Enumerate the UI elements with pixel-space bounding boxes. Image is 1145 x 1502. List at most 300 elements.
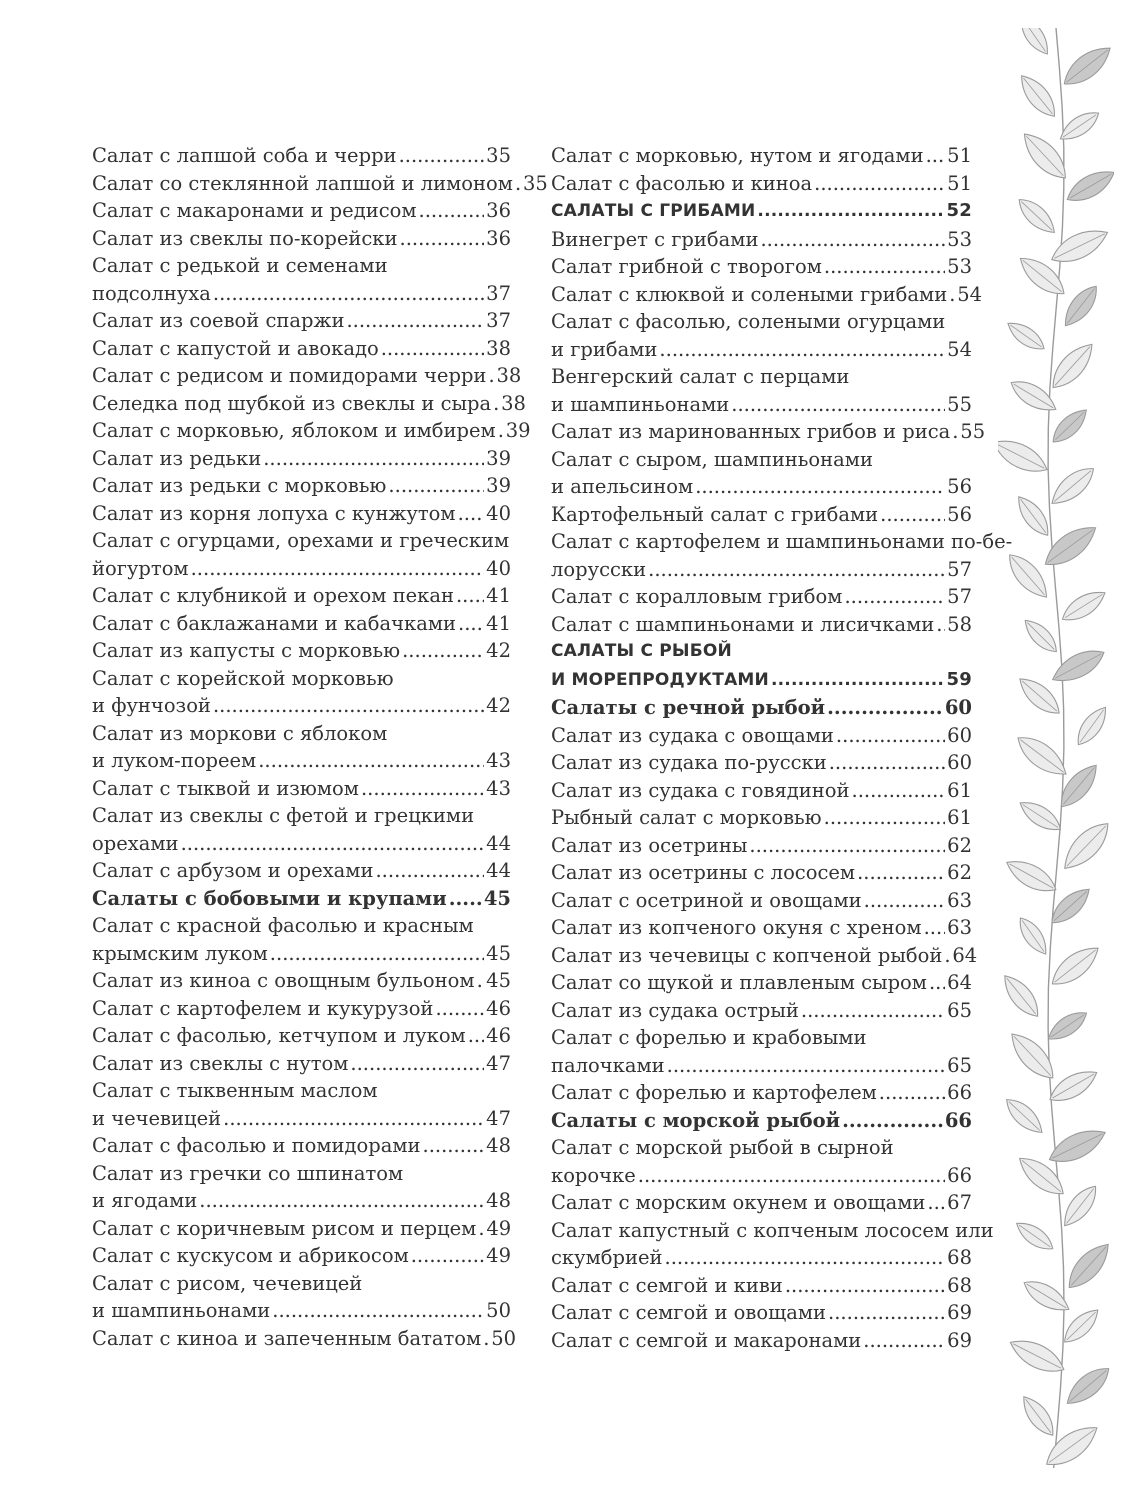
toc-page-number: 35 (522, 171, 548, 195)
toc-page-number: 69 (947, 1301, 972, 1324)
toc-page-number: 60 (944, 696, 972, 719)
toc-entry (92, 307, 511, 335)
toc-page-number: 35 (486, 144, 511, 167)
toc-line (92, 857, 511, 885)
toc-line (551, 1299, 972, 1327)
toc-line (92, 610, 511, 638)
toc-line (92, 1050, 511, 1078)
toc-line (551, 1217, 994, 1245)
dot-leader (665, 1244, 946, 1272)
toc-entry-title: Винегрет с грибами (551, 227, 759, 251)
toc-entry (92, 967, 511, 995)
toc-line (551, 1162, 972, 1190)
dot-leader (477, 967, 485, 995)
toc-line (551, 859, 972, 887)
dot-leader (827, 694, 943, 722)
toc-page-number: 63 (947, 888, 972, 912)
toc-entry-title: Салат с морским окунем и овощами (551, 1191, 926, 1214)
toc-entry-title: Салат из корня лопуха с кунжутом (92, 501, 456, 525)
toc-entry-title: Салат со стеклянной лапшой и лимоном (92, 171, 513, 195)
toc-entry-title: Салат из свеклы с фетой и грецкими (92, 804, 475, 827)
toc-entry (92, 665, 511, 720)
toc-entry (551, 1299, 972, 1327)
toc-page-number: 36 (486, 199, 511, 222)
leaf-vine-icon (998, 28, 1114, 1478)
toc-line (92, 1187, 511, 1215)
toc-page-number: 62 (947, 861, 972, 884)
toc-line (92, 472, 511, 500)
toc-page-number: 67 (947, 1191, 972, 1214)
dot-leader (258, 747, 484, 775)
toc-page-number: 57 (947, 585, 972, 608)
toc-page-number: 41 (486, 584, 511, 607)
dot-leader (863, 1327, 945, 1355)
dot-leader (272, 1297, 484, 1325)
toc-line (551, 281, 983, 309)
toc-page-number: 58 (947, 612, 972, 636)
toc-page-number: 49 (486, 1216, 512, 1240)
toc-entry-title: Салат из судака острый (551, 998, 799, 1022)
toc-entry-title: Салат с морковью, яблоком и имбирем (92, 419, 496, 442)
dot-leader (181, 830, 485, 858)
dot-leader (458, 610, 484, 638)
toc-entry (551, 308, 972, 363)
toc-line (92, 912, 511, 940)
toc-entry-title: Салат с шампиньонами и лисичками (551, 612, 935, 636)
toc-entry (551, 501, 972, 529)
toc-line (551, 1107, 972, 1135)
toc-line (551, 528, 1013, 556)
toc-line (551, 804, 972, 832)
toc-line (551, 501, 972, 529)
toc-page-number: 41 (486, 611, 511, 635)
toc-page-number: 65 (947, 998, 972, 1022)
toc-line (551, 170, 972, 198)
dot-leader (926, 142, 946, 170)
toc-entry (551, 363, 972, 418)
toc-line (92, 582, 511, 610)
toc-page-number: 56 (947, 475, 972, 498)
toc-line (551, 969, 972, 997)
dot-leader (879, 1079, 945, 1107)
toc-line (92, 940, 511, 968)
toc-line (92, 500, 511, 528)
toc-entry (92, 637, 511, 665)
toc-entry (92, 582, 511, 610)
toc-left-column (92, 142, 548, 1352)
dot-leader (498, 417, 504, 445)
toc-entry-title: Салат с красной фасолью и красным (92, 914, 474, 937)
toc-entry-title: И МОРЕПРОДУКТАМИ (551, 669, 769, 690)
toc-entry (551, 528, 1013, 583)
toc-entry (551, 1272, 972, 1300)
toc-entry-title: Салат из моркови с яблоком (92, 721, 388, 745)
toc-entry (551, 997, 972, 1025)
toc-line (92, 1132, 511, 1160)
toc-line (551, 1052, 972, 1080)
dot-leader (864, 887, 946, 915)
toc-page-number: 40 (486, 501, 511, 525)
toc-page-number: 46 (486, 996, 511, 1020)
toc-entry-title: Селедка под шубкой из свеклы и сыра (92, 391, 492, 415)
toc-entry-title: корочке (551, 1163, 636, 1187)
dot-leader (270, 940, 484, 968)
toc-entry-title: подсолнуха (92, 281, 211, 305)
dot-leader (757, 198, 944, 226)
dot-leader (199, 1187, 484, 1215)
toc-line (551, 1327, 972, 1355)
toc-page-number: 43 (486, 776, 511, 800)
toc-entry-title: Салат из копченого окуня с хреном (551, 916, 922, 939)
toc-line (92, 390, 526, 418)
dot-leader (667, 1052, 946, 1080)
dot-leader (801, 997, 945, 1025)
toc-entry-title: Салат с огурцами, орехами и греческим (92, 529, 510, 552)
toc-page-number: 59 (946, 668, 972, 690)
dot-leader (927, 1189, 945, 1217)
toc-entry-title: и шампиньонами (92, 1299, 271, 1322)
dot-leader (361, 775, 484, 803)
toc-line (92, 555, 511, 583)
toc-line (92, 527, 511, 555)
toc-page-number: 38 (501, 391, 526, 415)
toc-entry (551, 583, 972, 611)
dot-leader (824, 253, 945, 281)
toc-entry-title: Салат из судака по-русски (551, 751, 827, 774)
toc-entry-title: Салат со щукой и плавленым сыром (551, 971, 927, 994)
toc-page-number: 66 (947, 1163, 972, 1187)
toc-entry (92, 1132, 511, 1160)
toc-entry (92, 610, 511, 638)
toc-line (551, 583, 972, 611)
toc-page-number: 45 (486, 969, 511, 992)
toc-page-number: 48 (486, 1134, 511, 1157)
toc-entry-title: йогуртом (92, 556, 189, 580)
toc-entry (551, 253, 972, 281)
toc-page-number: 39 (505, 419, 531, 442)
toc-entry-title: Салат с рисом, чечевицей (92, 1271, 363, 1295)
toc-entry-title: Салат из редьки (92, 446, 262, 470)
toc-page-number: 50 (491, 1326, 517, 1350)
dot-leader (771, 667, 945, 695)
toc-entry-title: Салат из судака с овощами (551, 723, 834, 747)
dot-leader (844, 583, 945, 611)
dot-leader (749, 832, 945, 860)
dot-leader (695, 473, 945, 501)
toc-entry (551, 859, 972, 887)
toc-line (551, 226, 972, 254)
toc-page-number: 62 (947, 833, 972, 857)
dot-leader (388, 472, 484, 500)
toc-entry (92, 335, 511, 363)
toc-page-number: 68 (947, 1246, 972, 1269)
toc-line (92, 445, 511, 473)
toc-line (551, 473, 972, 501)
toc-page-number: 64 (952, 943, 978, 967)
toc-entry-title: Салат из чечевицы с копченой рыбой (551, 943, 943, 967)
toc-entry (92, 1050, 511, 1078)
toc-entry-title: Салат с коралловым грибом (551, 585, 843, 608)
toc-page-number: 42 (486, 694, 511, 717)
toc-page-number: 63 (947, 916, 972, 939)
toc-entry-title: и луком-пореем (92, 749, 257, 772)
toc-page-number: 69 (947, 1328, 972, 1352)
toc-line (92, 637, 511, 665)
toc-entry-title: и ягодами (92, 1189, 198, 1212)
toc-page-number: 54 (947, 337, 972, 361)
toc-entry-title: Салат с фасолью, кетчупом и луком (92, 1024, 466, 1047)
dot-leader (936, 611, 945, 639)
dot-leader (828, 1299, 945, 1327)
toc-entry-title: Салат с семгой и овощами (551, 1301, 827, 1324)
toc-entry-title: Салат с арбузом и орехами (92, 859, 374, 882)
toc-line (92, 1077, 511, 1105)
toc-line (551, 197, 972, 226)
dot-leader (456, 582, 484, 610)
toc-entry (92, 1325, 517, 1353)
toc-entry (92, 1077, 511, 1132)
toc-entry (92, 995, 511, 1023)
toc-entry-title: Салат из гречки со шпинатом (92, 1161, 404, 1185)
toc-entry (92, 857, 511, 885)
toc-subsection-heading (92, 885, 511, 913)
dot-leader (638, 1162, 945, 1190)
dot-leader (411, 1242, 484, 1270)
toc-line (551, 611, 972, 639)
toc-entry-title: Салат с семгой и макаронами (551, 1328, 862, 1352)
toc-line (551, 887, 972, 915)
dot-leader (449, 885, 482, 913)
toc-line (92, 252, 511, 280)
toc-entry-title: Салат с форелью и картофелем (551, 1081, 877, 1104)
dot-leader (949, 281, 955, 309)
toc-line (551, 142, 972, 170)
toc-page-number: 44 (486, 859, 511, 882)
toc-page-number: 47 (486, 1106, 511, 1130)
toc-line (92, 885, 511, 913)
toc-line (551, 1272, 972, 1300)
toc-entry-title: и шампиньонами (551, 392, 730, 416)
toc-line (551, 253, 972, 281)
toc-entry (92, 1215, 511, 1243)
toc-entry (92, 802, 511, 857)
toc-page-number: 38 (496, 364, 522, 387)
dot-leader (468, 1022, 484, 1050)
toc-entry-title: крымским луком (92, 941, 268, 965)
toc-entry (551, 1024, 972, 1079)
toc-subsection-heading (551, 1107, 972, 1135)
toc-entry-title: Салат с фасолью и помидорами (92, 1134, 421, 1157)
toc-entry (92, 197, 511, 225)
toc-entry-title: САЛАТЫ С РЫБОЙ (551, 641, 732, 661)
toc-entry (551, 887, 972, 915)
toc-line (551, 418, 986, 446)
toc-entry (92, 445, 511, 473)
toc-entry (551, 611, 972, 639)
toc-entry-title: Салат с клубникой и орехом пекан (92, 584, 454, 607)
dot-leader (493, 390, 499, 418)
toc-page-number: 65 (947, 1053, 972, 1077)
toc-line (551, 942, 978, 970)
dot-leader (191, 555, 485, 583)
toc-entry-title: Салат из редьки с морковью (92, 474, 387, 497)
toc-line (551, 556, 972, 584)
dot-leader (488, 362, 494, 390)
toc-entry-title: Салаты с речной рыбой (551, 696, 826, 719)
dot-leader (213, 280, 484, 308)
toc-entry (551, 1134, 972, 1189)
toc-line (92, 1242, 511, 1270)
toc-entry-title: Салат с киноа и запеченным бататом (92, 1326, 482, 1350)
toc-line (92, 747, 511, 775)
toc-page-number: 45 (483, 886, 511, 910)
toc-section-heading (551, 638, 972, 694)
toc-line (551, 336, 972, 364)
toc-line (92, 225, 511, 253)
toc-entry-title: Салат с тыквой и изюмом (92, 776, 359, 800)
toc-line (92, 775, 511, 803)
toc-page-number: 60 (947, 751, 972, 774)
toc-entry-title: палочками (551, 1053, 665, 1077)
toc-entry-title: Салат с тыквенным маслом (92, 1079, 378, 1102)
dot-leader (478, 1215, 484, 1243)
dot-leader (836, 722, 945, 750)
toc-subsection-heading (551, 694, 972, 722)
toc-entry-title: Салат из соевой спаржи (92, 309, 345, 332)
toc-line (551, 1244, 972, 1272)
toc-entry-title: Салат с осетриной и овощами (551, 888, 862, 912)
dot-leader (515, 170, 521, 198)
dot-leader (458, 500, 485, 528)
toc-entry (92, 720, 511, 775)
toc-line (92, 995, 511, 1023)
toc-entry-title: Салаты с бобовыми и крупами (92, 886, 447, 910)
toc-line (551, 722, 972, 750)
toc-entry (551, 942, 978, 970)
toc-line (551, 749, 972, 777)
dot-leader (350, 1050, 484, 1078)
toc-entry (551, 170, 972, 198)
dot-leader (829, 749, 945, 777)
toc-entry (92, 225, 511, 253)
toc-section-heading (551, 197, 972, 226)
toc-entry (551, 1079, 972, 1107)
toc-page-number: 54 (957, 282, 983, 306)
toc-line (92, 665, 511, 693)
toc-line (551, 997, 972, 1025)
toc-entry-title: и фунчозой (92, 694, 211, 717)
toc-line (551, 1134, 972, 1162)
toc-entry-title: Салат из маринованных грибов и риса (551, 420, 951, 443)
toc-entry (551, 1327, 972, 1355)
toc-entry-title: скумбрией (551, 1246, 663, 1269)
dot-leader (381, 335, 484, 363)
toc-page-number: 53 (947, 255, 972, 278)
toc-page-number: 55 (947, 392, 972, 416)
toc-page-number: 66 (947, 1081, 972, 1104)
toc-line (92, 830, 511, 858)
toc-entry (551, 418, 986, 446)
toc-line (551, 638, 972, 666)
dot-leader (857, 859, 945, 887)
toc-entry (551, 142, 972, 170)
toc-page-number: 42 (486, 639, 511, 662)
dot-leader (213, 692, 484, 720)
dot-leader (731, 391, 945, 419)
toc-entry (92, 390, 526, 418)
toc-line (92, 692, 511, 720)
toc-line (551, 777, 972, 805)
dot-leader (399, 142, 485, 170)
toc-entry-title: Салат с кускусом и абрикосом (92, 1244, 409, 1267)
toc-entry-title: и грибами (551, 337, 658, 361)
toc-line (551, 666, 972, 695)
toc-entry-title: Салат из осетрины с лососем (551, 861, 856, 884)
toc-line (92, 967, 511, 995)
toc-page-number: 40 (486, 556, 511, 580)
dot-leader (346, 307, 484, 335)
toc-entry (551, 832, 972, 860)
toc-page-number: 43 (486, 749, 511, 772)
toc-page-number: 39 (486, 446, 511, 470)
dot-leader (944, 942, 950, 970)
toc-page-number: 66 (944, 1108, 972, 1132)
toc-line (92, 280, 511, 308)
toc-entry-title: Салат с картофелем и шампиньонами по-бе- (551, 530, 1013, 553)
toc-line (551, 308, 972, 336)
dot-leader (842, 1107, 943, 1135)
toc-line (92, 142, 511, 170)
toc-entry (92, 527, 511, 582)
toc-page-number: 47 (486, 1051, 511, 1075)
toc-entry (92, 1270, 511, 1325)
toc-line (92, 362, 522, 390)
dot-leader (223, 1105, 484, 1133)
toc-page-number: 57 (947, 557, 972, 581)
dot-leader (648, 556, 945, 584)
toc-entry (92, 170, 548, 198)
toc-page-number: 50 (486, 1299, 511, 1322)
toc-entry (551, 722, 972, 750)
toc-page-number: 60 (947, 723, 972, 747)
dot-leader (924, 914, 946, 942)
toc-entry (551, 446, 972, 501)
toc-page-number: 39 (486, 474, 511, 497)
toc-line (92, 1022, 511, 1050)
toc-page-number: 49 (486, 1244, 511, 1267)
toc-entry (92, 775, 511, 803)
toc-entry-title: Салат с лапшой соба и черри (92, 144, 397, 167)
toc-line (92, 1215, 511, 1243)
toc-entry-title: Салат с макаронами и редисом (92, 199, 417, 222)
toc-entry (551, 1217, 994, 1272)
dot-leader (400, 225, 485, 253)
toc-entry (92, 912, 511, 967)
toc-line (551, 694, 972, 722)
dot-leader (785, 1272, 945, 1300)
toc-line (551, 446, 972, 474)
toc-entry-title: Салат из судака с говядиной (551, 778, 850, 802)
toc-line (92, 1270, 511, 1298)
toc-entry-title: Салат с фасолью и киноа (551, 171, 813, 195)
toc-entry (551, 969, 972, 997)
toc-page-number: 61 (947, 806, 972, 829)
toc-entry-title: Салат с клюквой и солеными грибами (551, 282, 948, 306)
toc-entry (92, 142, 511, 170)
toc-entry-title: Салат с картофелем и кукурузой (92, 996, 434, 1020)
toc-entry-title: Салат с коричневым рисом и перцем (92, 1216, 477, 1240)
toc-line (551, 1189, 972, 1217)
